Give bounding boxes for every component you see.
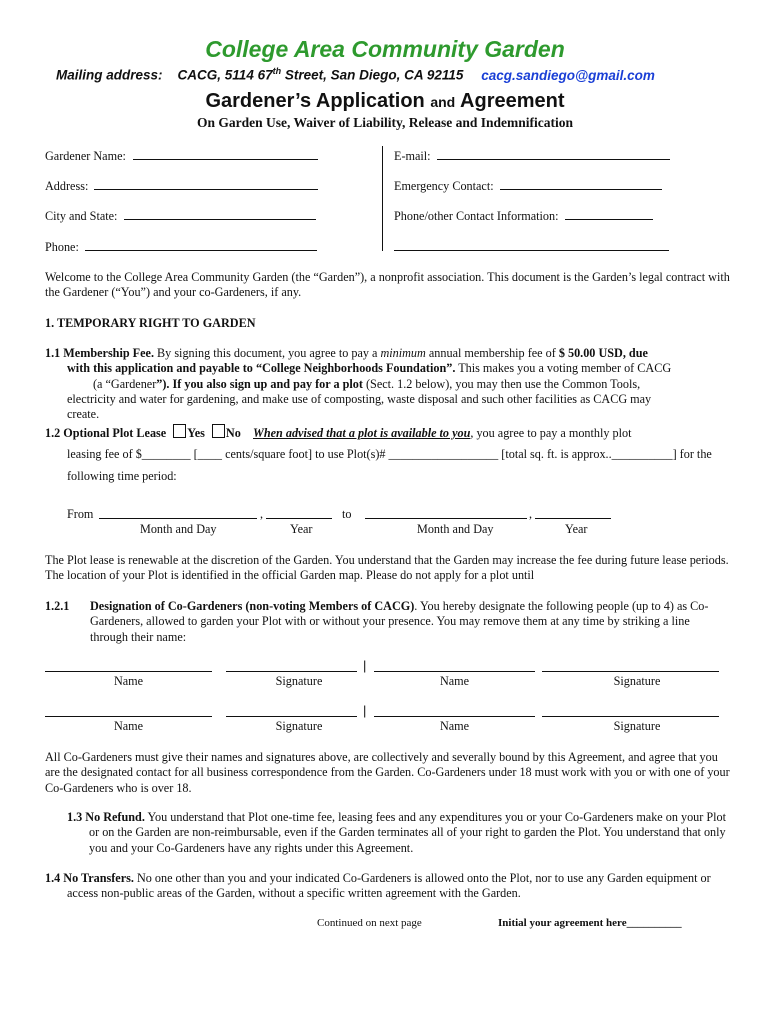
emergency-contact-line[interactable] (500, 178, 662, 190)
intro-paragraph: Welcome to the College Area Community Garden (the “Garden”), a nonprofit association. This document is the Garden’s legal contract with the Gardener (“You”) and your co-Gardeners, if any. (45, 270, 730, 300)
name-caption: Name (113, 674, 144, 688)
email-label: E-mail: (394, 149, 431, 163)
phone-other-line[interactable] (565, 208, 653, 220)
to-month-day-caption: Month and Day (417, 522, 494, 536)
signature-caption: Signature (275, 719, 323, 733)
extra-contact-line[interactable] (394, 239, 669, 251)
cogardener4-signature-line[interactable] (542, 716, 719, 717)
s121-text: . You hereby designate the following people (up to 4) as Co-Gardeners, allowed to garden your Plot with or without your presence. You may remove them at any time by striking a line through their name: (90, 599, 709, 644)
from-year-caption: Year (290, 522, 313, 536)
s12-rest: , you agree to pay a monthly plot (470, 426, 632, 440)
s121-number (45, 599, 69, 614)
cogardener3-name-line[interactable] (45, 716, 212, 717)
renewal-paragraph: The Plot lease is renewable at the discretion of the Garden. You understand that the Garden may increase the fee during future lease periods. The location of your Plot is identified in the official Garden map. Please do not apply for a plot until (45, 553, 729, 583)
section-1-2-1 (90, 599, 728, 645)
name-caption: Name (439, 719, 470, 733)
s12-advised: When advised that a plot is available to you (253, 426, 471, 440)
email-field[interactable] (394, 148, 670, 164)
s11-line4: electricity and water for gardening, and make use of composting, waste disposal and such other facilities as CACG may (67, 391, 652, 406)
extra-contact-field[interactable] (394, 239, 669, 255)
doc-title-b: Agreement (455, 90, 565, 112)
from-month-day-caption: Month and Day (140, 522, 217, 536)
section1-heading: 1. TEMPORARY RIGHT TO GARDEN (45, 316, 256, 330)
s11-line2: with this application and payable to “College Neighborhoods Foundation”. (67, 361, 456, 376)
s11-a: By signing this document, you agree to pay a (154, 346, 381, 360)
s11-line5: create. (67, 407, 100, 422)
s11-fee: $ 50.00 USD, due (558, 346, 648, 360)
to-comma: , (529, 507, 533, 521)
plot-no-checkbox[interactable] (212, 424, 225, 438)
s13-text: You understand that Plot one-time fee, leasing fees and any expenditures you or your Co-Gardeners make on your Plot or on the Garden are non-reimbursable, even if the Garden terminates all of your right to garden the Plot. You understand that only you and your Co-Gardeners have any rights under this Agreement. (89, 810, 727, 855)
cogardener1-name-line[interactable] (45, 671, 212, 672)
doc-title-and: and (430, 94, 456, 110)
to-month-day-line[interactable] (365, 518, 527, 519)
section-1-4 (45, 871, 730, 902)
doc-title-a: Gardener’s Application (205, 90, 431, 112)
to-label: to (342, 507, 352, 521)
s11-line3b: ”). If you also sign up and pay for a plot (156, 376, 363, 391)
garden-title: College Area Community Garden (205, 36, 565, 62)
cogardeners-paragraph: All Co-Gardeners must give their names and signatures above, are collectively and severally bound by this Agreement, and agree that you are the designated contact for all business correspondence from the Garden. Co-Gardeners under 18 must work with you or with one of your Co-Gardeners who is over 18. (45, 750, 730, 795)
gardener-name-field[interactable] (45, 148, 318, 164)
document-subtitle: On Garden Use, Waiver of Liability, Release and Indemnification (196, 115, 574, 130)
row1-divider: | (363, 658, 367, 673)
s11-line3a: (a “Gardener (93, 376, 157, 391)
s11-line3c: (Sect. 1.2 below), you may then use the Common Tools, (362, 376, 641, 391)
s121-num: 1.2.1 (45, 599, 70, 613)
s11-line2b: This makes you a voting member of CACG (455, 361, 672, 376)
document-title (0, 90, 770, 113)
cogardener1-signature-line[interactable] (226, 671, 357, 672)
section-1-2 (45, 424, 631, 441)
mailing-label: Mailing address: (56, 67, 163, 83)
s11-label: 1.1 Membership Fee. (45, 346, 154, 360)
email-link[interactable]: cacg.sandiego@gmail.com (481, 67, 655, 83)
phone-other-field[interactable] (394, 208, 653, 224)
column-divider (382, 146, 383, 251)
address-part1: CACG, 5114 67 (177, 67, 273, 83)
s13-label: 1.3 No Refund. (67, 810, 145, 824)
section-1-3 (45, 810, 730, 856)
email-line[interactable] (437, 148, 670, 160)
from-year-line[interactable] (266, 518, 332, 519)
city-state-field[interactable] (45, 208, 316, 224)
cogardener3-signature-line[interactable] (226, 716, 357, 717)
s12-line2[interactable]: leasing fee of $________ [____ cents/square foot] to use Plot(s)# __________________ [total sq. ft. is approx..__________] for the (67, 447, 712, 461)
s11-b: annual membership fee of (425, 346, 559, 360)
s121-label: Designation of Co-Gardeners (non-voting Members of CACG) (90, 599, 415, 613)
name-caption: Name (439, 674, 470, 688)
mailing-address (56, 66, 655, 83)
city-state-label: City and State: (45, 209, 118, 223)
name-caption: Name (113, 719, 144, 733)
address-label: Address: (45, 179, 89, 193)
phone-other-label: Phone/other Contact Information: (394, 209, 559, 223)
s14-text: No one other than you and your indicated Co-Gardeners is allowed onto the Plot, nor to use any Garden equipment or access non-public areas of the Garden, without a specific written agreement with the Garden. (67, 871, 711, 901)
continued-note: Continued on next page (317, 917, 422, 929)
address-line[interactable] (94, 178, 318, 190)
signature-caption: Signature (613, 719, 661, 733)
to-year-caption: Year (565, 522, 588, 536)
address-part2: Street, San Diego, CA 92115 (281, 67, 464, 83)
signature-caption: Signature (275, 674, 323, 688)
initial-field[interactable]: Initial your agreement here__________ (498, 917, 682, 929)
emergency-contact-field[interactable] (394, 178, 662, 194)
phone-line[interactable] (85, 239, 317, 251)
gardener-name-line[interactable] (133, 148, 318, 160)
from-label: From (67, 507, 94, 521)
emergency-contact-label: Emergency Contact: (394, 179, 494, 193)
section-1-1 (45, 346, 735, 422)
from-comma: , (260, 507, 264, 521)
cogardener2-signature-line[interactable] (542, 671, 719, 672)
phone-field[interactable] (45, 239, 317, 255)
cogardener2-name-line[interactable] (374, 671, 535, 672)
address-sup: th (272, 66, 282, 76)
plot-yes-checkbox[interactable] (173, 424, 186, 438)
signature-caption: Signature (613, 674, 661, 688)
row2-divider: | (363, 703, 367, 718)
s12-line3: following time period: (67, 469, 177, 483)
s12-label: 1.2 Optional Plot Lease (45, 426, 167, 440)
address-field[interactable] (45, 178, 318, 194)
cogardener4-name-line[interactable] (374, 716, 535, 717)
from-month-day-line[interactable] (99, 518, 257, 519)
s14-label: 1.4 No Transfers. (45, 871, 134, 885)
plot-yes-label: Yes (187, 426, 205, 440)
gardener-name-label: Gardener Name: (45, 149, 126, 163)
s11-minimum: minimum (380, 346, 426, 360)
to-year-line[interactable] (535, 518, 611, 519)
city-state-line[interactable] (124, 208, 316, 220)
plot-no-label: No (225, 426, 241, 440)
phone-label: Phone: (45, 240, 79, 254)
